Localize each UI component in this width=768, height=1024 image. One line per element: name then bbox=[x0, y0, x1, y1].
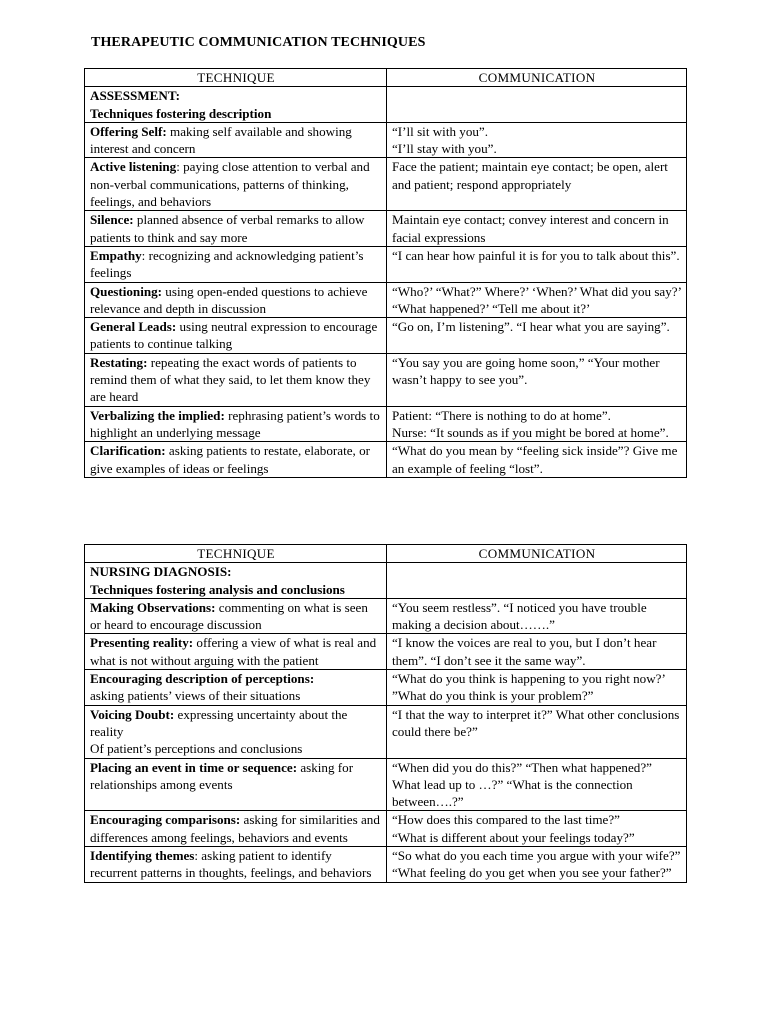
communication-cell bbox=[387, 246, 687, 282]
technique-description: asking patients’ views of their situations bbox=[90, 688, 301, 704]
technique-description: using open-ended questions to achieve relevance and depth in discussion bbox=[90, 283, 368, 316]
section-subheading: Techniques fostering analysis and conclusions bbox=[90, 581, 345, 597]
technique-term: Voicing Doubt: bbox=[90, 706, 175, 722]
communication-column-header: COMMUNICATION bbox=[387, 545, 687, 563]
communication-cell bbox=[387, 670, 687, 706]
technique-cell bbox=[85, 158, 387, 211]
document-title: THERAPEUTIC COMMUNICATION TECHNIQUES bbox=[91, 35, 426, 50]
communication-text: “How does this compared to the last time?” bbox=[392, 812, 620, 828]
communication-column-header: COMMUNICATION bbox=[387, 69, 687, 87]
communication-text: “You seem restless”. “I noticed you have trouble making a decision about…….” bbox=[392, 599, 647, 633]
technique-term: Verbalizing the implied: bbox=[90, 407, 225, 423]
table-row bbox=[85, 158, 687, 211]
section-heading-cell bbox=[85, 563, 387, 599]
technique-description: asking patients to restate, elaborate, or give examples of ideas or feelings bbox=[90, 443, 370, 476]
table-row bbox=[85, 670, 687, 706]
communication-text: “Go on, I’m listening”. “I hear what you are saying”. bbox=[392, 319, 670, 335]
table-row bbox=[85, 211, 687, 247]
technique-cell bbox=[85, 122, 387, 158]
technique-description: asking for relationships among events bbox=[90, 759, 354, 792]
technique-term: Encouraging description of perceptions: bbox=[90, 671, 315, 687]
communication-text: “So what do you each time you argue with your wife?” “What feeling do you get when you see your father?” bbox=[392, 848, 681, 881]
technique-term: General Leads: bbox=[90, 319, 177, 335]
technique-cell bbox=[85, 353, 387, 406]
technique-cell bbox=[85, 598, 387, 634]
technique-description: : asking patient to identify recurrent patterns in thoughts, feelings, and behaviors bbox=[90, 848, 372, 881]
section-heading-row bbox=[85, 87, 687, 123]
communication-cell bbox=[387, 598, 687, 634]
technique-description: : recognizing and acknowledging patient’s feelings bbox=[90, 247, 364, 281]
technique-cell bbox=[85, 811, 387, 847]
communication-text: Patient: “There is nothing to do at home”. bbox=[392, 407, 611, 423]
technique-description: using neutral expression to encourage patients to continue talking bbox=[90, 319, 378, 352]
communication-cell bbox=[387, 442, 687, 478]
section-subheading: Techniques fostering description bbox=[90, 105, 272, 121]
communication-cell bbox=[387, 847, 687, 883]
technique-term: Presenting reality: bbox=[90, 635, 194, 651]
table-row bbox=[85, 282, 687, 318]
communication-cell bbox=[387, 318, 687, 354]
communication-cell bbox=[387, 211, 687, 247]
technique-term: Empathy bbox=[90, 247, 142, 263]
table-row bbox=[85, 318, 687, 354]
technique-description-continued: Of patient’s perceptions and conclusions bbox=[90, 741, 303, 757]
technique-cell bbox=[85, 442, 387, 478]
communication-cell bbox=[387, 758, 687, 811]
technique-term: Questioning: bbox=[90, 283, 163, 299]
communication-text: “What is different about your feelings today?” bbox=[392, 829, 635, 845]
table-row bbox=[85, 847, 687, 883]
technique-term: Active listening bbox=[90, 159, 177, 175]
technique-cell bbox=[85, 406, 387, 442]
technique-term: Restating: bbox=[90, 354, 148, 370]
table-row bbox=[85, 705, 687, 758]
technique-term: Placing an event in time or sequence: bbox=[90, 759, 298, 775]
table-row bbox=[85, 442, 687, 478]
communication-text: “I that the way to interpret it?” What other conclusions could there be?” bbox=[392, 706, 680, 739]
table-row bbox=[85, 122, 687, 158]
communication-text: Face the patient; maintain eye contact; be open, alert and patient; respond appropriately bbox=[392, 159, 668, 192]
technique-description: offering a view of what is real and what is not without arguing with the patient bbox=[90, 635, 377, 668]
technique-description: commenting on what is seen or heard to encourage discussion bbox=[90, 599, 368, 633]
technique-description: expressing uncertainty about the reality bbox=[90, 706, 348, 739]
technique-description: asking for similarities and differences among feelings, behaviors and events bbox=[90, 812, 380, 845]
communication-text: “I can hear how painful it is for you to talk about this”. bbox=[392, 247, 680, 263]
technique-cell bbox=[85, 705, 387, 758]
technique-cell bbox=[85, 246, 387, 282]
technique-description: planned absence of verbal remarks to allow patients to think and say more bbox=[90, 212, 365, 245]
technique-term: Clarification: bbox=[90, 443, 166, 459]
technique-cell bbox=[85, 211, 387, 247]
technique-cell bbox=[85, 670, 387, 706]
table-row bbox=[85, 406, 687, 442]
section-empty-cell bbox=[387, 87, 687, 123]
technique-cell bbox=[85, 634, 387, 670]
technique-description: : paying close attention to verbal and non-verbal communications, patterns of thinking, feelings, and behaviors bbox=[90, 159, 370, 210]
communication-text: “I’ll stay with you”. bbox=[392, 141, 497, 157]
nursing-diagnosis-techniques-table bbox=[84, 544, 687, 883]
communication-text: “I know the voices are real to you, but I don’t hear them”. “I don’t see it the same way”. bbox=[392, 635, 657, 668]
communication-cell bbox=[387, 158, 687, 211]
communication-text: “What do you mean by “feeling sick inside”? Give me an example of feeling “lost”. bbox=[392, 443, 678, 476]
communication-text: Maintain eye contact; convey interest and concern in facial expressions bbox=[392, 212, 669, 245]
communication-cell bbox=[387, 122, 687, 158]
technique-term: Identifying themes bbox=[90, 848, 195, 864]
table-row bbox=[85, 246, 687, 282]
communication-text: “When did you do this?” “Then what happened?” What lead up to …?” “What is the connection between….?” bbox=[392, 759, 652, 810]
table-row bbox=[85, 811, 687, 847]
table-header-row bbox=[85, 69, 687, 87]
technique-column-header: TECHNIQUE bbox=[85, 545, 387, 563]
table-row bbox=[85, 634, 687, 670]
communication-text: Nurse: “It sounds as if you might be bored at home”. bbox=[392, 424, 669, 440]
section-empty-cell bbox=[387, 563, 687, 599]
table-header-row bbox=[85, 545, 687, 563]
technique-term: Making Observations: bbox=[90, 599, 216, 615]
technique-cell bbox=[85, 282, 387, 318]
communication-cell bbox=[387, 634, 687, 670]
table-row bbox=[85, 758, 687, 811]
section-heading-row bbox=[85, 563, 687, 599]
technique-description: making self available and showing interest and concern bbox=[90, 123, 352, 157]
section-heading: NURSING DIAGNOSIS: bbox=[90, 564, 232, 580]
communication-cell bbox=[387, 406, 687, 442]
technique-column-header: TECHNIQUE bbox=[85, 69, 387, 87]
technique-term: Encouraging comparisons: bbox=[90, 812, 241, 828]
table-row bbox=[85, 353, 687, 406]
technique-cell bbox=[85, 318, 387, 354]
communication-text: “You say you are going home soon,” “Your mother wasn’t happy to see you”. bbox=[392, 354, 660, 388]
communication-text: “Who?’ “What?” Where?’ ‘When?’ What did you say?’ “What happened?’ “Tell me about it?’ bbox=[392, 283, 681, 316]
technique-description: repeating the exact words of patients to remind them of what they said, to let them know they are heard bbox=[90, 354, 371, 405]
communication-text: “I’ll sit with you”. bbox=[392, 123, 489, 139]
communication-cell bbox=[387, 282, 687, 318]
section-heading: ASSESSMENT: bbox=[90, 88, 180, 104]
assessment-techniques-table bbox=[84, 68, 687, 478]
table-row bbox=[85, 598, 687, 634]
section-heading-cell bbox=[85, 87, 387, 123]
technique-term: Offering Self: bbox=[90, 123, 167, 139]
technique-description: rephrasing patient’s words to highlight an underlying message bbox=[90, 407, 380, 440]
technique-cell bbox=[85, 758, 387, 811]
communication-cell bbox=[387, 811, 687, 847]
communication-text: “What do you think is happening to you right now?’ ”What do you think is your problem?” bbox=[392, 671, 665, 704]
technique-term: Silence: bbox=[90, 212, 134, 228]
communication-cell bbox=[387, 705, 687, 758]
communication-cell bbox=[387, 353, 687, 406]
technique-cell bbox=[85, 847, 387, 883]
